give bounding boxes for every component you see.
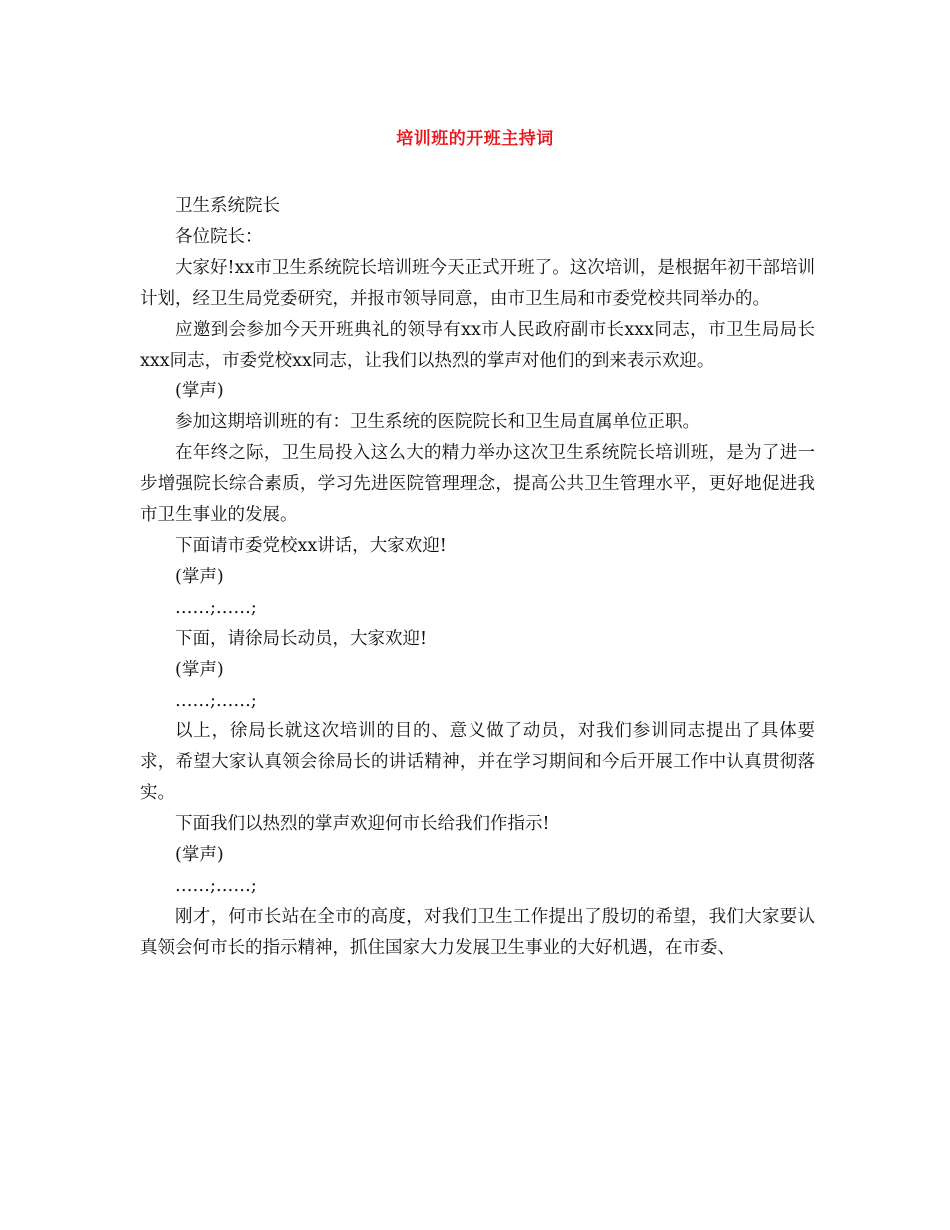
applause-note: (掌声) (175, 845, 224, 866)
paragraph: 在年终之际，卫生局投入这么大的精力举办这次卫生系统院长培训班，是为了进一步增强院长综合素质，学习先进医院管理理念，提高公共卫生管理水平，更好地促进我市卫生事业的发展。 (140, 443, 815, 526)
paragraph: 刚才，何市长站在全市的高度，对我们卫生工作提出了殷切的希望，我们大家要认真领会何市长的指示精神，抓住国家大力发展卫生事业的大好机遇，在市委、 (140, 906, 815, 958)
paragraph: 下面我们以热烈的掌声欢迎何市长给我们作指示! (175, 814, 550, 835)
document-body (140, 191, 815, 964)
paragraph: 下面请市委党校xx讲话，大家欢迎! (175, 535, 447, 556)
applause-note: (掌声) (175, 566, 224, 587)
paragraph: 参加这期培训班的有：卫生系统的医院院长和卫生局直属单位正职。 (175, 412, 700, 433)
paragraph: 应邀到会参加今天开班典礼的领导有xx市人民政府副市长xxx同志，市卫生局局长xxx同志，市委党校xx同志，让我们以热烈的掌声对他们的到来表示欢迎。 (140, 319, 815, 371)
ellipsis-line: ……;……; (175, 597, 257, 618)
paragraph: 大家好!xx市卫生系统院长培训班今天正式开班了。这次培训，是根据年初干部培训计划，经卫生局党委研究，并报市领导同意，由市卫生局和市委党校共同举办的。 (140, 257, 815, 309)
paragraph: 以上，徐局长就这次培训的目的、意义做了动员，对我们参训同志提出了具体要求，希望大家认真领会徐局长的讲话精神，并在学习期间和今后开展工作中认真贯彻落实。 (140, 721, 815, 804)
document-title: 培训班的开班主持词 (396, 129, 554, 149)
paragraph: 下面，请徐局长动员，大家欢迎! (175, 628, 428, 649)
addressee-line: 卫生系统院长 (175, 196, 280, 216)
ellipsis-line: ……;……; (175, 690, 257, 711)
applause-note: (掌声) (175, 659, 224, 680)
applause-note: (掌声) (175, 381, 224, 402)
ellipsis-line: ……;……; (175, 875, 257, 896)
salutation-line: 各位院长： (175, 226, 263, 247)
